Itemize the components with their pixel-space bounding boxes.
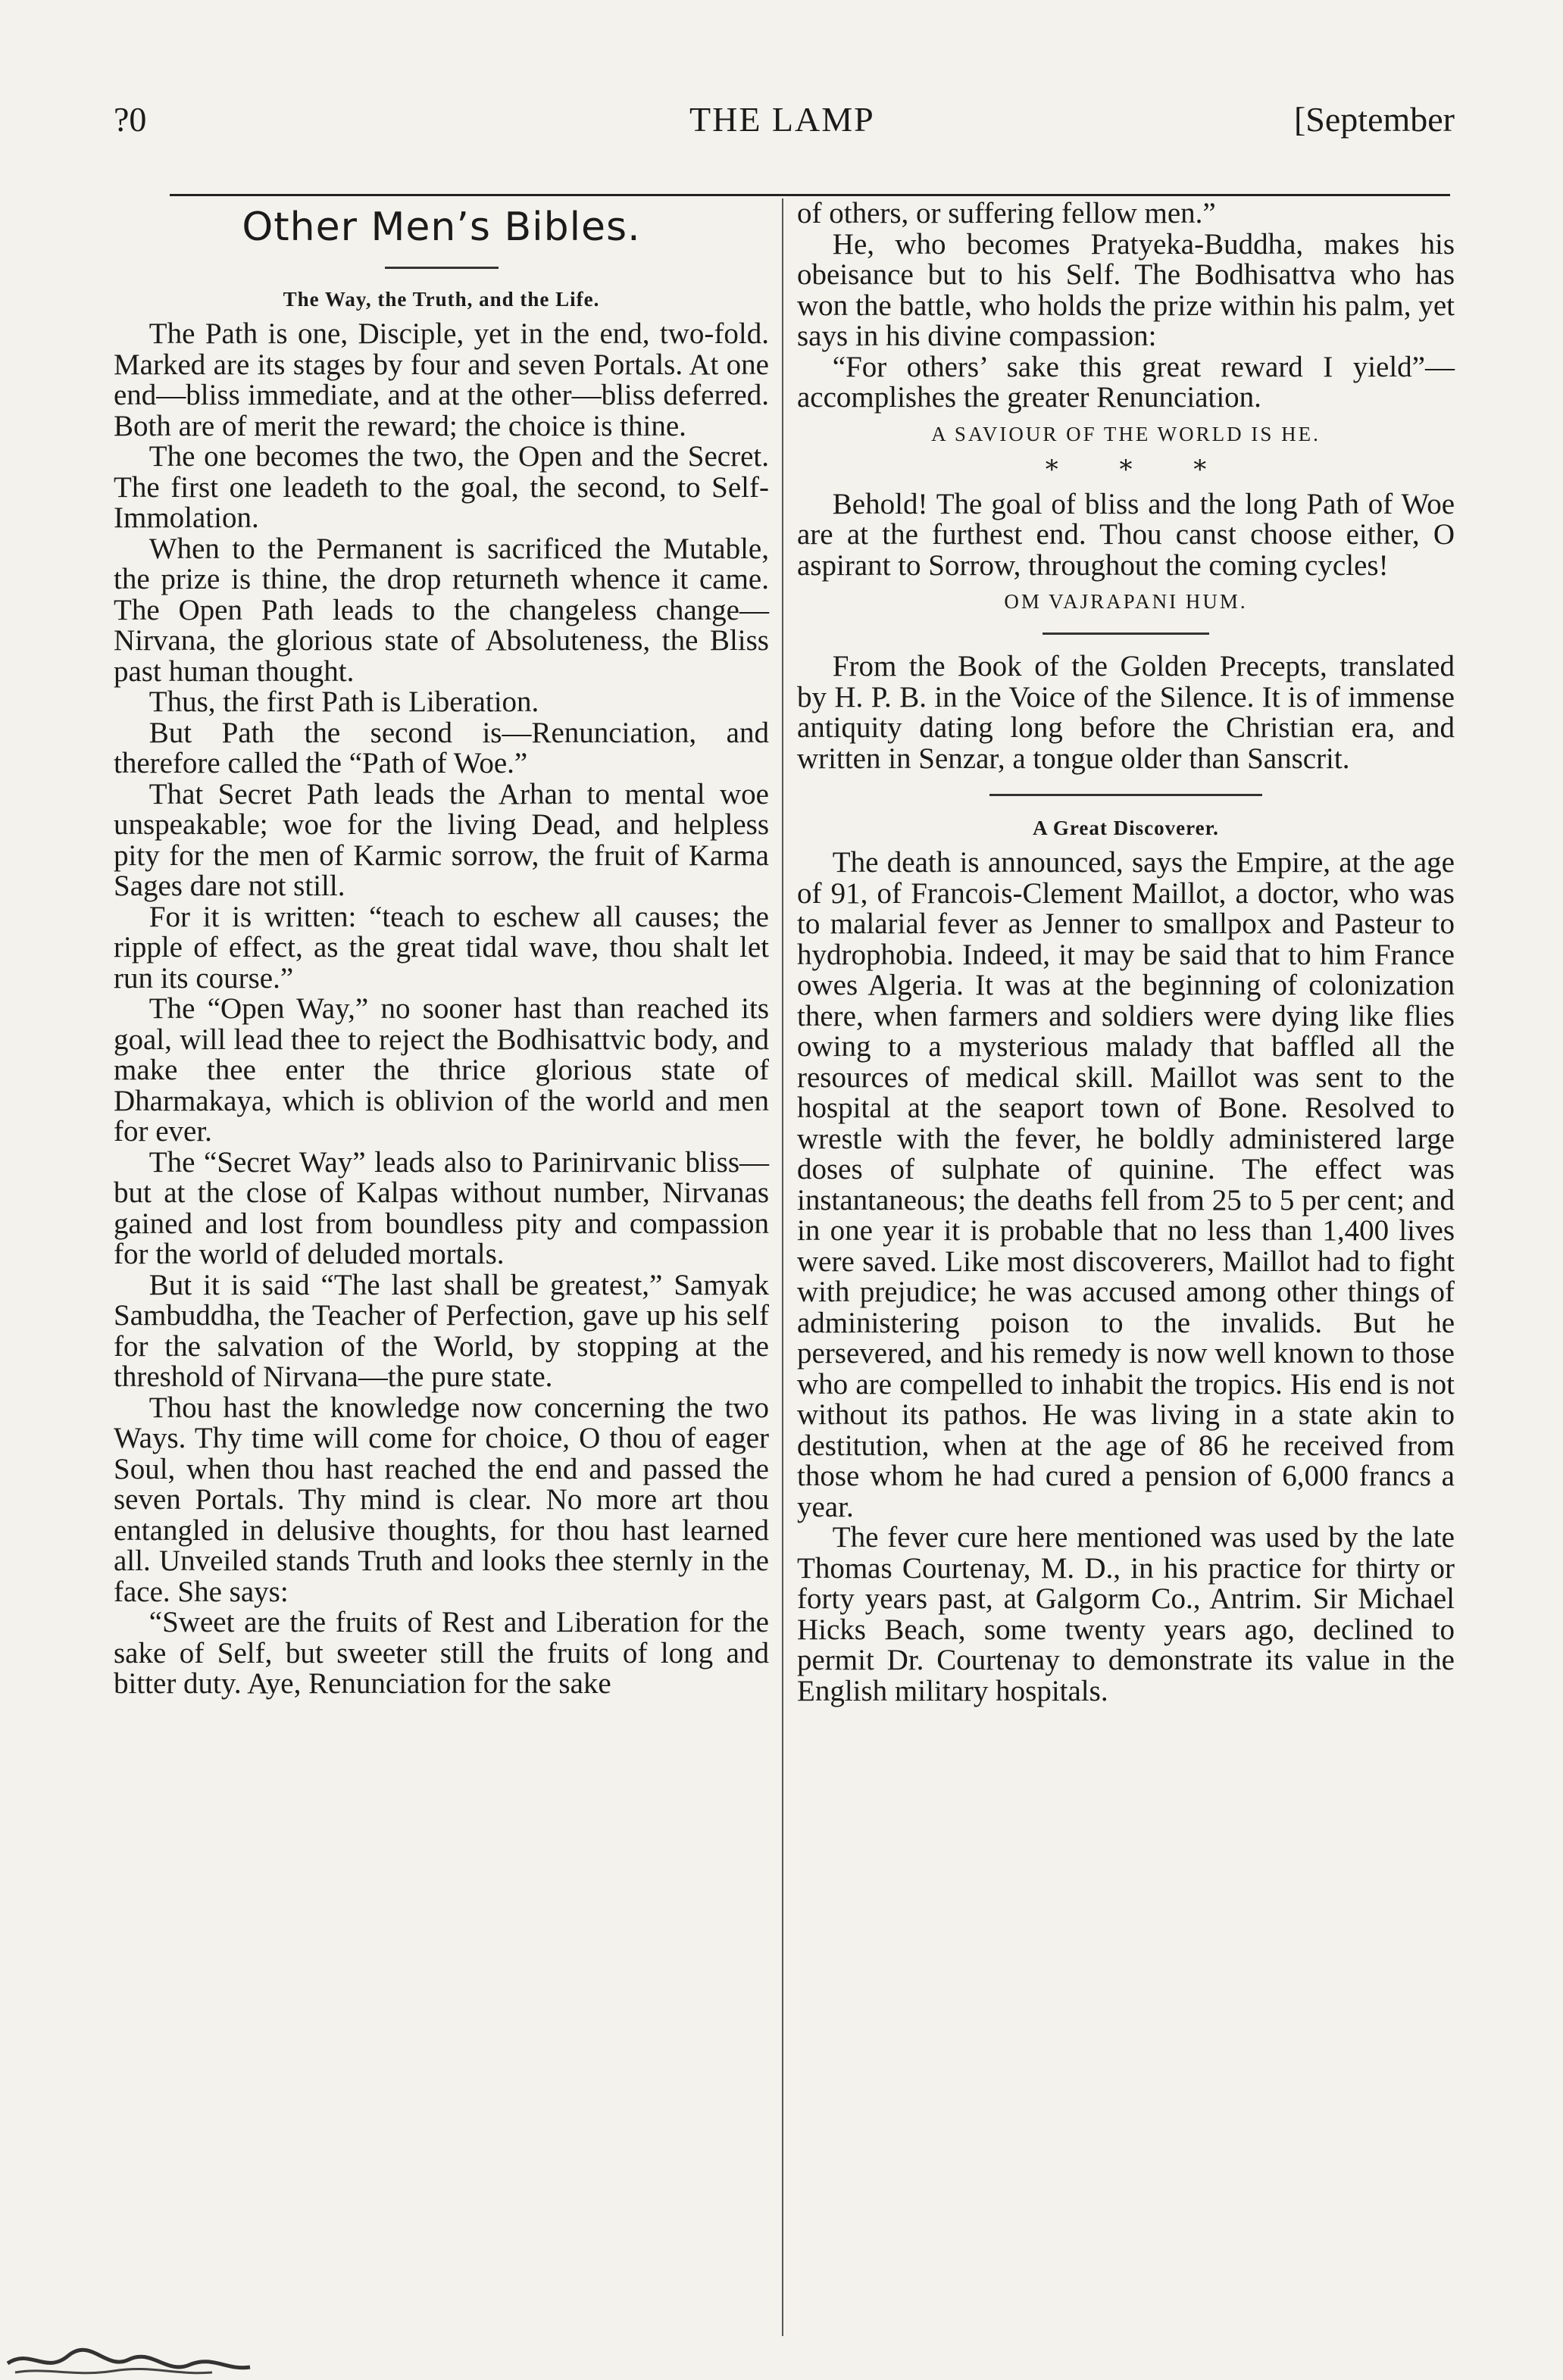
- section-stars: * * *: [1045, 454, 1207, 485]
- paragraph: The “Secret Way” leads also to Parinirvanic bliss—but at the close of Kalpas without number, Nirvanas gained and lost from boundless pity and compassion for the world of deluded mortals.: [114, 1145, 769, 1270]
- issue-month: [September: [1293, 100, 1455, 139]
- page-header: [114, 97, 1455, 142]
- article-separator-rule: [989, 794, 1262, 796]
- column-divider: [782, 198, 783, 2336]
- paragraph: Behold! The goal of bliss and the long Path of Woe are at the furthest end. Thou canst choose either, O aspirant to Sorrow, throughout the coming cycles!: [797, 487, 1455, 582]
- caps-line: A SAVIOUR OF THE WORLD IS HE.: [931, 422, 1321, 445]
- paragraph: of others, or suffering fellow men.”: [797, 197, 1216, 230]
- paragraph: The death is announced, says the Empire, at the age of 91, of Francois-Clement Maillot, a doctor, who was to malarial fever as Jenner to smallpox and Pasteur to hydrophobia. Indeed, it may be said that to him France owes Algeria. It was at the beginning of colonization there, when farmers and soldiers were dying like flies owing to a mysterious malady that baffled all the resources of medical skill. Maillot was sent to the hospital at the seaport town of Bone. Resolved to wrestle with the fever, he boldly administered large doses of sulphate of quinine. The effect was instantaneous; the deaths fell from 25 to 5 per cent; and in one year it is probable that no less than 1,400 lives were saved. Like most discoverers, Maillot had to fight with prejudice; he was accused among other things of administering poison to the invalids. But he persevered, and his remedy is now well known to those who are compelled to inhabit the tropics. His end is not without its pathos. He was living in a state akin to destitution, when at the age of 86 he received from those whom he had cured a pension of 6,000 francs a year.: [797, 846, 1455, 1523]
- paragraph: The one becomes the two, the Open and the Secret. The first one leadeth to the goal, the second, to Self-Immolation.: [114, 440, 769, 534]
- paragraph: “Sweet are the fruits of Rest and Liberation for the sake of Self, but sweeter still the fruits of long and bitter duty. Aye, Renunciation for the sake: [114, 1606, 769, 1700]
- ink-smudge: [0, 2303, 318, 2378]
- paragraph: Thou hast the knowledge now concerning the two Ways. Thy time will come for choice, O thou of eager Soul, when thou hast reached the end and passed the seven Portals. Thy mind is clear. No more art thou entangled in delusive thoughts, for thou hast learned all. Unveiled stands Truth and looks thee sternly in the face. She says:: [114, 1391, 769, 1608]
- publication-title: THE LAMP: [689, 100, 875, 139]
- paragraph: But it is said “The last shall be greatest,” Samyak Sambuddha, the Teacher of Perfection, gave up his self for the salvation of the World, by stopping at the threshold of Nirvana—the pure state.: [114, 1268, 769, 1393]
- left-column: [114, 198, 769, 1700]
- source-note: From the Book of the Golden Precepts, translated by H. P. B. in the Voice of the Silence. It is of immense antiquity dating long before the Christian era, and written in Senzar, a tongue older than Sanscrit.: [797, 650, 1455, 775]
- paragraph: That Secret Path leads the Arhan to mental woe unspeakable; woe for the living Dead, and helpless pity for the men of Karmic sorrow, the fruit of Karma Sages dare not still.: [114, 777, 769, 902]
- paragraph: Thus, the first Path is Liberation.: [148, 686, 539, 718]
- paragraph: The fever cure here mentioned was used by the late Thomas Courtenay, M. D., in his practice for thirty or forty years past, at Galgorm Co., Antrim. Sir Michael Hicks Beach, some twenty years ago, declined to permit Dr. Courtenay to demonstrate its value in the English military hospitals.: [797, 1521, 1455, 1707]
- paragraph: For it is written: “teach to eschew all causes; the ripple of effect, as the great tidal wave, thou shalt let run its course.”: [114, 900, 769, 995]
- paragraph: He, who becomes Pratyeka-Buddha, makes his obeisance but to his Self. The Bodhisattva who has won the battle, who holds the prize within his palm, yet says in his divine compassion:: [797, 227, 1455, 352]
- right-column: [797, 198, 1455, 1707]
- paragraph: When to the Permanent is sacrificed the Mutable, the prize is thine, the drop returneth whence it came. The Open Path leads to the changeless change—Nirvana, the glorious state of Absoluteness, the Bliss past human thought.: [114, 532, 769, 688]
- paragraph: “For others’ sake this great reward I yield”—accomplishes the greater Renunciation.: [797, 350, 1455, 414]
- article-title: Other Men’s Bibles.: [242, 205, 641, 250]
- title-rule: [385, 267, 499, 269]
- paragraph: But Path the second is—Renunciation, and therefore called the “Path of Woe.”: [114, 716, 769, 779]
- paragraph: The Path is one, Disciple, yet in the end, two-fold. Marked are its stages by four and seven Portals. At one end—bliss immediate, and at the other—bliss deferred. Both are of merit the reward; the choice is thine.: [114, 317, 769, 442]
- header-rule: [170, 194, 1450, 196]
- article2-title: A Great Discoverer.: [1033, 817, 1219, 839]
- page-number: ?0: [114, 100, 147, 139]
- paragraph: The “Open Way,” no sooner hast than reached its goal, will lead thee to reject the Bodhisattvic body, and make thee enter the thrice glorious state of Dharmakaya, which is oblivion of the world and men for ever.: [114, 992, 769, 1148]
- article-subtitle: The Way, the Truth, and the Life.: [283, 288, 600, 311]
- section-rule: [1043, 632, 1209, 635]
- mantra-line: OM VAJRAPANI HUM.: [1004, 590, 1248, 613]
